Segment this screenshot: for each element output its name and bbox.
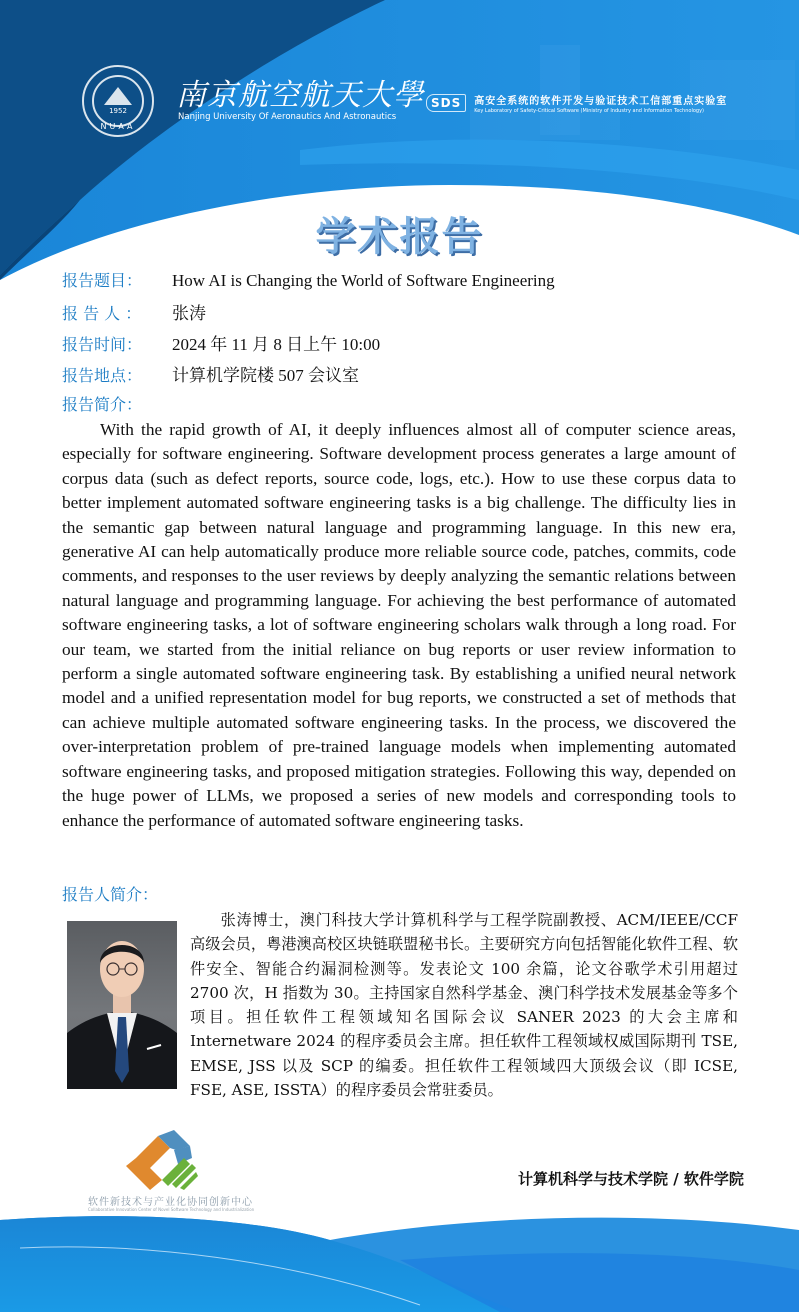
info-label: 报告时间：: [62, 335, 143, 354]
innovation-center-name-cn: 软件新技术与产业化协同创新中心: [88, 1197, 253, 1208]
seal-year: 1952: [109, 107, 127, 115]
footer-wave: [0, 1210, 799, 1312]
lab-logo-block: [426, 92, 727, 114]
info-row-location: [62, 361, 742, 392]
info-value: 2024 年 11 月 8 日上午 10:00: [172, 335, 381, 354]
cube-logo-icon: [86, 1128, 256, 1193]
header-banner: [0, 0, 799, 280]
info-row-speaker: [62, 299, 742, 330]
page-title: 学术报告: [315, 213, 484, 260]
lab-name-en: Key Laboratory of Safety-Critical Software (Ministry of Industry and Information Technology): [474, 108, 704, 114]
abstract-text: With the rapid growth of AI, it deeply influences almost all of computer science areas, especially for software engineering. Software development process generates a large amount of corpus data (such as defect reports, source code, logs, etc.). How to use these corpus data to better implement automated software engineering tasks is a big challenge. The difficulty lies in the semantic gap between natural language and programming language. In this new era, generative AI can help automatically produce more reliable source code, patches, commits, code comments, and responses to the user reviews by deeply analyzing the semantic relations between natural language and programming language. For achieving the best performance of automated software engineering tasks, a lot of software engineering scholars walk through a long road. For our team, we started from the initial reliance on bug reports or user review information to perform a single automated software engineering task. By establishing a unified neural network model and a unified representation model for bug reports, we constructed a set of methods that can achieve multiple automated software engineering tasks. In the process, we discovered the over-interpretation problem of pre-trained language models when implementing automated software engineering tasks, and proposed mitigation strategies. Following this way, depended on the huge power of LLMs, we proposed a series of new models and corresponding tools to enhance the performance of automated software engineering tasks.: [62, 420, 736, 830]
bio-text-block: [62, 908, 738, 1102]
info-value: 张涛: [172, 304, 206, 323]
info-value: How AI is Changing the World of Software Engineering: [172, 271, 555, 290]
bio-text: 张涛博士，澳门科技大学计算机科学与工程学院副教授、ACM/IEEE/CCF 高级会员，粤港澳高校区块链联盟秘书长。主要研究方向包括智能化软件工程、软件安全、智能合约漏洞检测等。发表论文 100 余篇，论文谷歌学术引用超过 2700 次，H 指数为 30。主持国家自然科学基金、澳门科学技术发展基金等多个项目。担任软件工程领域知名国际会议 SANER 2023 的大会主席和 Internetware 2024 的程序委员会主席。担任软件工程领域权威国际期刊 TSE, EMSE, JSS 以及 SCP 的编委。担任软件工程领域四大顶级会议（即 ICSE, FSE, ASE, ISSTA）的程序委员会常驻委员。: [190, 911, 738, 1100]
nuaa-seal-logo: [82, 65, 154, 137]
university-name-cn: 南京航空航天大學: [176, 78, 424, 113]
info-value: 计算机学院楼 507 会议室: [172, 366, 359, 385]
info-label: 报 告 人 ：: [62, 304, 142, 323]
info-row-time: [62, 330, 742, 361]
info-label: 报告简介：: [62, 395, 143, 414]
pagoda-icon: [104, 87, 132, 105]
lab-name-cn: 高安全系统的软件开发与验证技术工信部重点实验室: [474, 96, 728, 107]
info-label: 报告地点：: [62, 366, 143, 385]
school-name: 计算机科学与技术学院 / 软件学院: [518, 1170, 744, 1188]
report-info: [62, 268, 742, 423]
info-row-topic: [62, 268, 742, 299]
bio-label: 报告人简介：: [62, 885, 159, 904]
innovation-center-name-en: Collaborative Innovation Center of Novel Software Technology and Industrialization: [88, 1207, 255, 1212]
university-name-en: Nanjing University Of Aeronautics And Astronautics: [178, 112, 397, 122]
seal-abbrev: NUAA: [100, 122, 136, 131]
info-label: 报告题目：: [62, 271, 143, 290]
sds-logo-icon: SDS: [426, 94, 466, 112]
